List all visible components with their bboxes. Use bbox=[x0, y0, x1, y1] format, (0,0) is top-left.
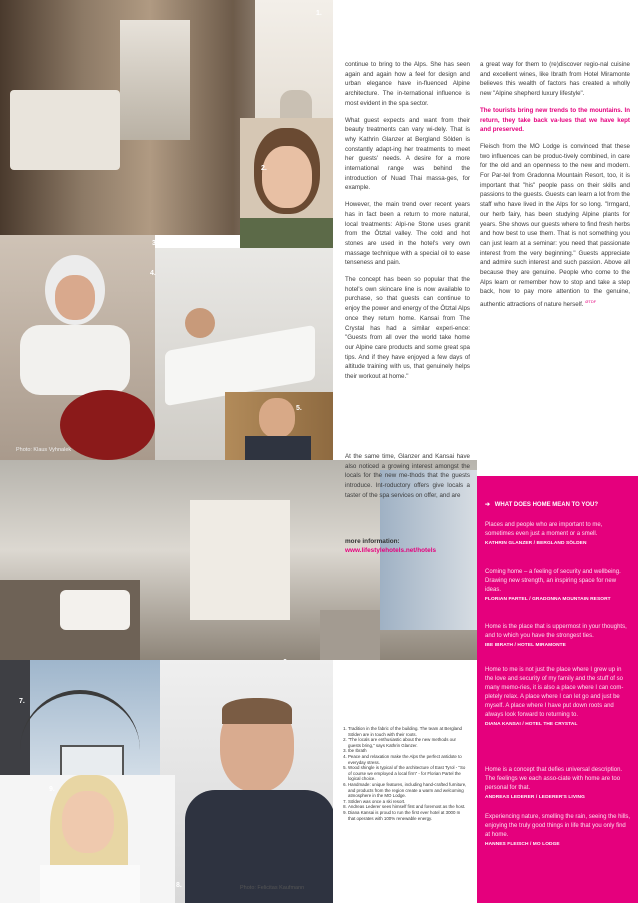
photo-number-2: 2. bbox=[261, 165, 267, 172]
paragraph: a great way for them to (re)discover regio-nal cuisine and excellent wines, like Ibrath from Hotel Miramonte believes this wealth of factors has created a wholly new "Alpine shepherd luxury lifestyle". bbox=[480, 61, 630, 98]
quote-text: Home is the place that is uppermost in your thoughts, and to which you have the strongest ties. bbox=[485, 624, 627, 639]
photo-number-8: 8. bbox=[176, 882, 182, 889]
photo-number-5: 5. bbox=[296, 405, 302, 412]
home-box-title: WHAT DOES HOME MEAN TO YOU? bbox=[494, 502, 599, 508]
paragraph: The concept has been so popular that the hotel's own skincare line is now available to purchase, so that guests can continue to enjoy the power and energy of the Ötztal Alps once they return home. Kansai from The Crystal has had a similar experi-ence: "Guests from all over the world take home our Alpine care products and some great spa tips. And if they have enjoyed a few days of altitude training with us, that genuinely helps their workout at home." bbox=[345, 276, 470, 381]
quote-author: ANDREAS LEDERER / LEDERER'S LIVING bbox=[485, 795, 585, 800]
caption-item: 8. Andreas Lederer sees himself first and foremost as the host. bbox=[348, 804, 468, 810]
quote-text: Places and people who are important to me, sometimes even just a moment or a smell. bbox=[485, 522, 603, 537]
middle-column bbox=[345, 60, 470, 389]
paragraph: However, the main trend over recent years has in fact been a return to more natural, local treatments: Alpi-ne Stone uses granit from the Ötztal valley. The cold and hot stones are used in the hotel's very own massage technique with a special oil to ease tenseness and pain. bbox=[345, 201, 470, 267]
quote-author: FLORIAN PARTEL / GRADONNA MOUNTAIN RESORT bbox=[485, 597, 611, 602]
photo-credit-left: Photo: Klaus Vyhnalek bbox=[16, 447, 72, 453]
caption-item: 2. "The locals are enthusiastic about the new methods our guests bring," says Kathrin Glanzer. bbox=[348, 737, 468, 748]
quote-text: Home is a concept that defies universal description. The feelings we each asso-ciate with home are too personal for that. bbox=[485, 767, 623, 791]
home-quote bbox=[485, 666, 631, 729]
quote-text: Experiencing nature, smelling the rain, seeing the hills, enjoying the truly good things in life that you only find at home. bbox=[485, 814, 631, 838]
photo-number-3: 3. bbox=[152, 240, 158, 247]
quote-text: Home to me is not just the place where I grew up in the love and security of my family and the stuff of so many memo-ries, it is also a place where I can com-pletely relax. A place where I can let go and just be myself. A place where I have put down roots and always look forward to returning to. bbox=[485, 667, 624, 718]
more-information bbox=[345, 537, 436, 555]
photo-florian-partel bbox=[225, 392, 333, 460]
caption-item: 4. Peace and relaxation make the Alps the perfect antidote to everyday stress. bbox=[348, 754, 468, 765]
photo-number-7: 7. bbox=[19, 698, 25, 705]
paragraph: What guest expects and want from their beauty treatments can vary wi-dely. That is why Kathrin Glanzer at Bergland Sölden is constantly adapt-ing her treatments to meet her guests' needs. A desire for a more international range was behind the introduction of Nuad Thai massa-ges, for example. bbox=[345, 116, 470, 192]
quote-author: IBE IBRATH / HOTEL MIRAMONTE bbox=[485, 643, 566, 648]
home-quote bbox=[485, 623, 631, 650]
quote-author: KATHRIN GLANZER / BERGLAND SÖLDEN bbox=[485, 541, 587, 546]
caption-item: 1. Tradition in the fabric of the building. The team at Bergland Sölden are in touch with their roots. bbox=[348, 726, 468, 737]
photo-number-9: 9. bbox=[49, 786, 55, 793]
caption-item: 9. Diana Kansai is proud to run the first ever hotel at 3000 m that operates with 100% renewable energy. bbox=[348, 810, 468, 821]
home-quote bbox=[485, 813, 631, 849]
home-box-heading bbox=[485, 501, 598, 508]
more-info-label: more information: bbox=[345, 538, 400, 545]
paragraph: continue to bring to the Alps. She has seen again and again how a feel for design and urban elegance have in-fluenced Alpine architecture. The in-ternational influence is most evident in the spa sector. bbox=[345, 61, 470, 107]
home-quotes-box bbox=[477, 476, 638, 903]
caption-item: 6. Handmade: unique features, including hand-crafted furniture, and products from the region create a warm and welcoming atmosphere in the MO Lodge. bbox=[348, 782, 468, 799]
photo-kathrin-glanzer bbox=[240, 118, 333, 248]
right-column bbox=[480, 60, 630, 317]
subhead: The tourists bring new trends to the mountains. In return, they take back va-lues that we have kept and preserved. bbox=[480, 106, 630, 134]
photo-captions bbox=[338, 726, 468, 821]
photo-number-4: 4. bbox=[150, 270, 156, 277]
photo-diana-kansai bbox=[0, 775, 175, 903]
home-quote bbox=[485, 521, 631, 548]
caption-item: 5. Wood shingle is typical of the architecture of East Tyrol - "So of course we employed a local firm" - for Florian Partel the logical choice. bbox=[348, 765, 468, 782]
middle-column-lower bbox=[345, 452, 470, 508]
quote-author: DIANA KANSAI / HOTEL THE CRYSTAL bbox=[485, 722, 578, 727]
photo-andreas-lederer bbox=[160, 660, 333, 903]
paragraph: At the same time, Glanzer and Kansai have also noticed a growing interest amongst the locals for the new me-thods that the guests introduce. Int-roductory offers give locals a taster of the spa services on offer, and are bbox=[345, 453, 470, 499]
home-quote bbox=[485, 766, 631, 802]
photo-number-1: 1. bbox=[316, 10, 322, 17]
end-mark: ØTDF bbox=[585, 299, 597, 305]
home-quote bbox=[485, 568, 631, 604]
arrow-icon: ➔ bbox=[485, 502, 491, 508]
photo-credit-bottom: Photo: Felicitas Kaufmann bbox=[240, 885, 305, 891]
photo-ibe-ibrath bbox=[0, 235, 155, 460]
caption-item: 3. Ibe Ibrath bbox=[348, 748, 468, 754]
more-info-link[interactable]: www.lifestylehotels.net/hotels bbox=[345, 547, 437, 554]
paragraph bbox=[480, 142, 630, 310]
caption-item: 7. Sölden was once a ski resort. bbox=[348, 799, 468, 805]
quote-text: Coming home – a feeling of security and wellbeing. Drawing new strength, an inspiring space for new ideas. bbox=[485, 569, 621, 593]
quote-author: HANNES FLEISCH / MO LODGE bbox=[485, 842, 560, 847]
paragraph-text: Fleisch from the MO Lodge is convinced that these two influences can be produc-tively combined, in care for the old and an openness to the new and modern. For Par-tel from Gradonna Mountain Resort, too, it is important that "his" people pass on their skills and passions to the guests. Guests can learn a lot from the staff who have lived in the Alps for so long. "Irmgard, our herb fairy, has been studying Alpine plants for years. She shows our guests where to find fresh herbs and how best to use them. That is not something you can just learn at a seminar: you need that passionate interest from the very beginning." Guests appreciate and admire such interest and such passion. Above all because they are genuine. People who come to the Alps learn or remember how to stop and take a step back, how to pay more attention to the genuine, authentic attractions of nature herself. bbox=[480, 142, 630, 309]
